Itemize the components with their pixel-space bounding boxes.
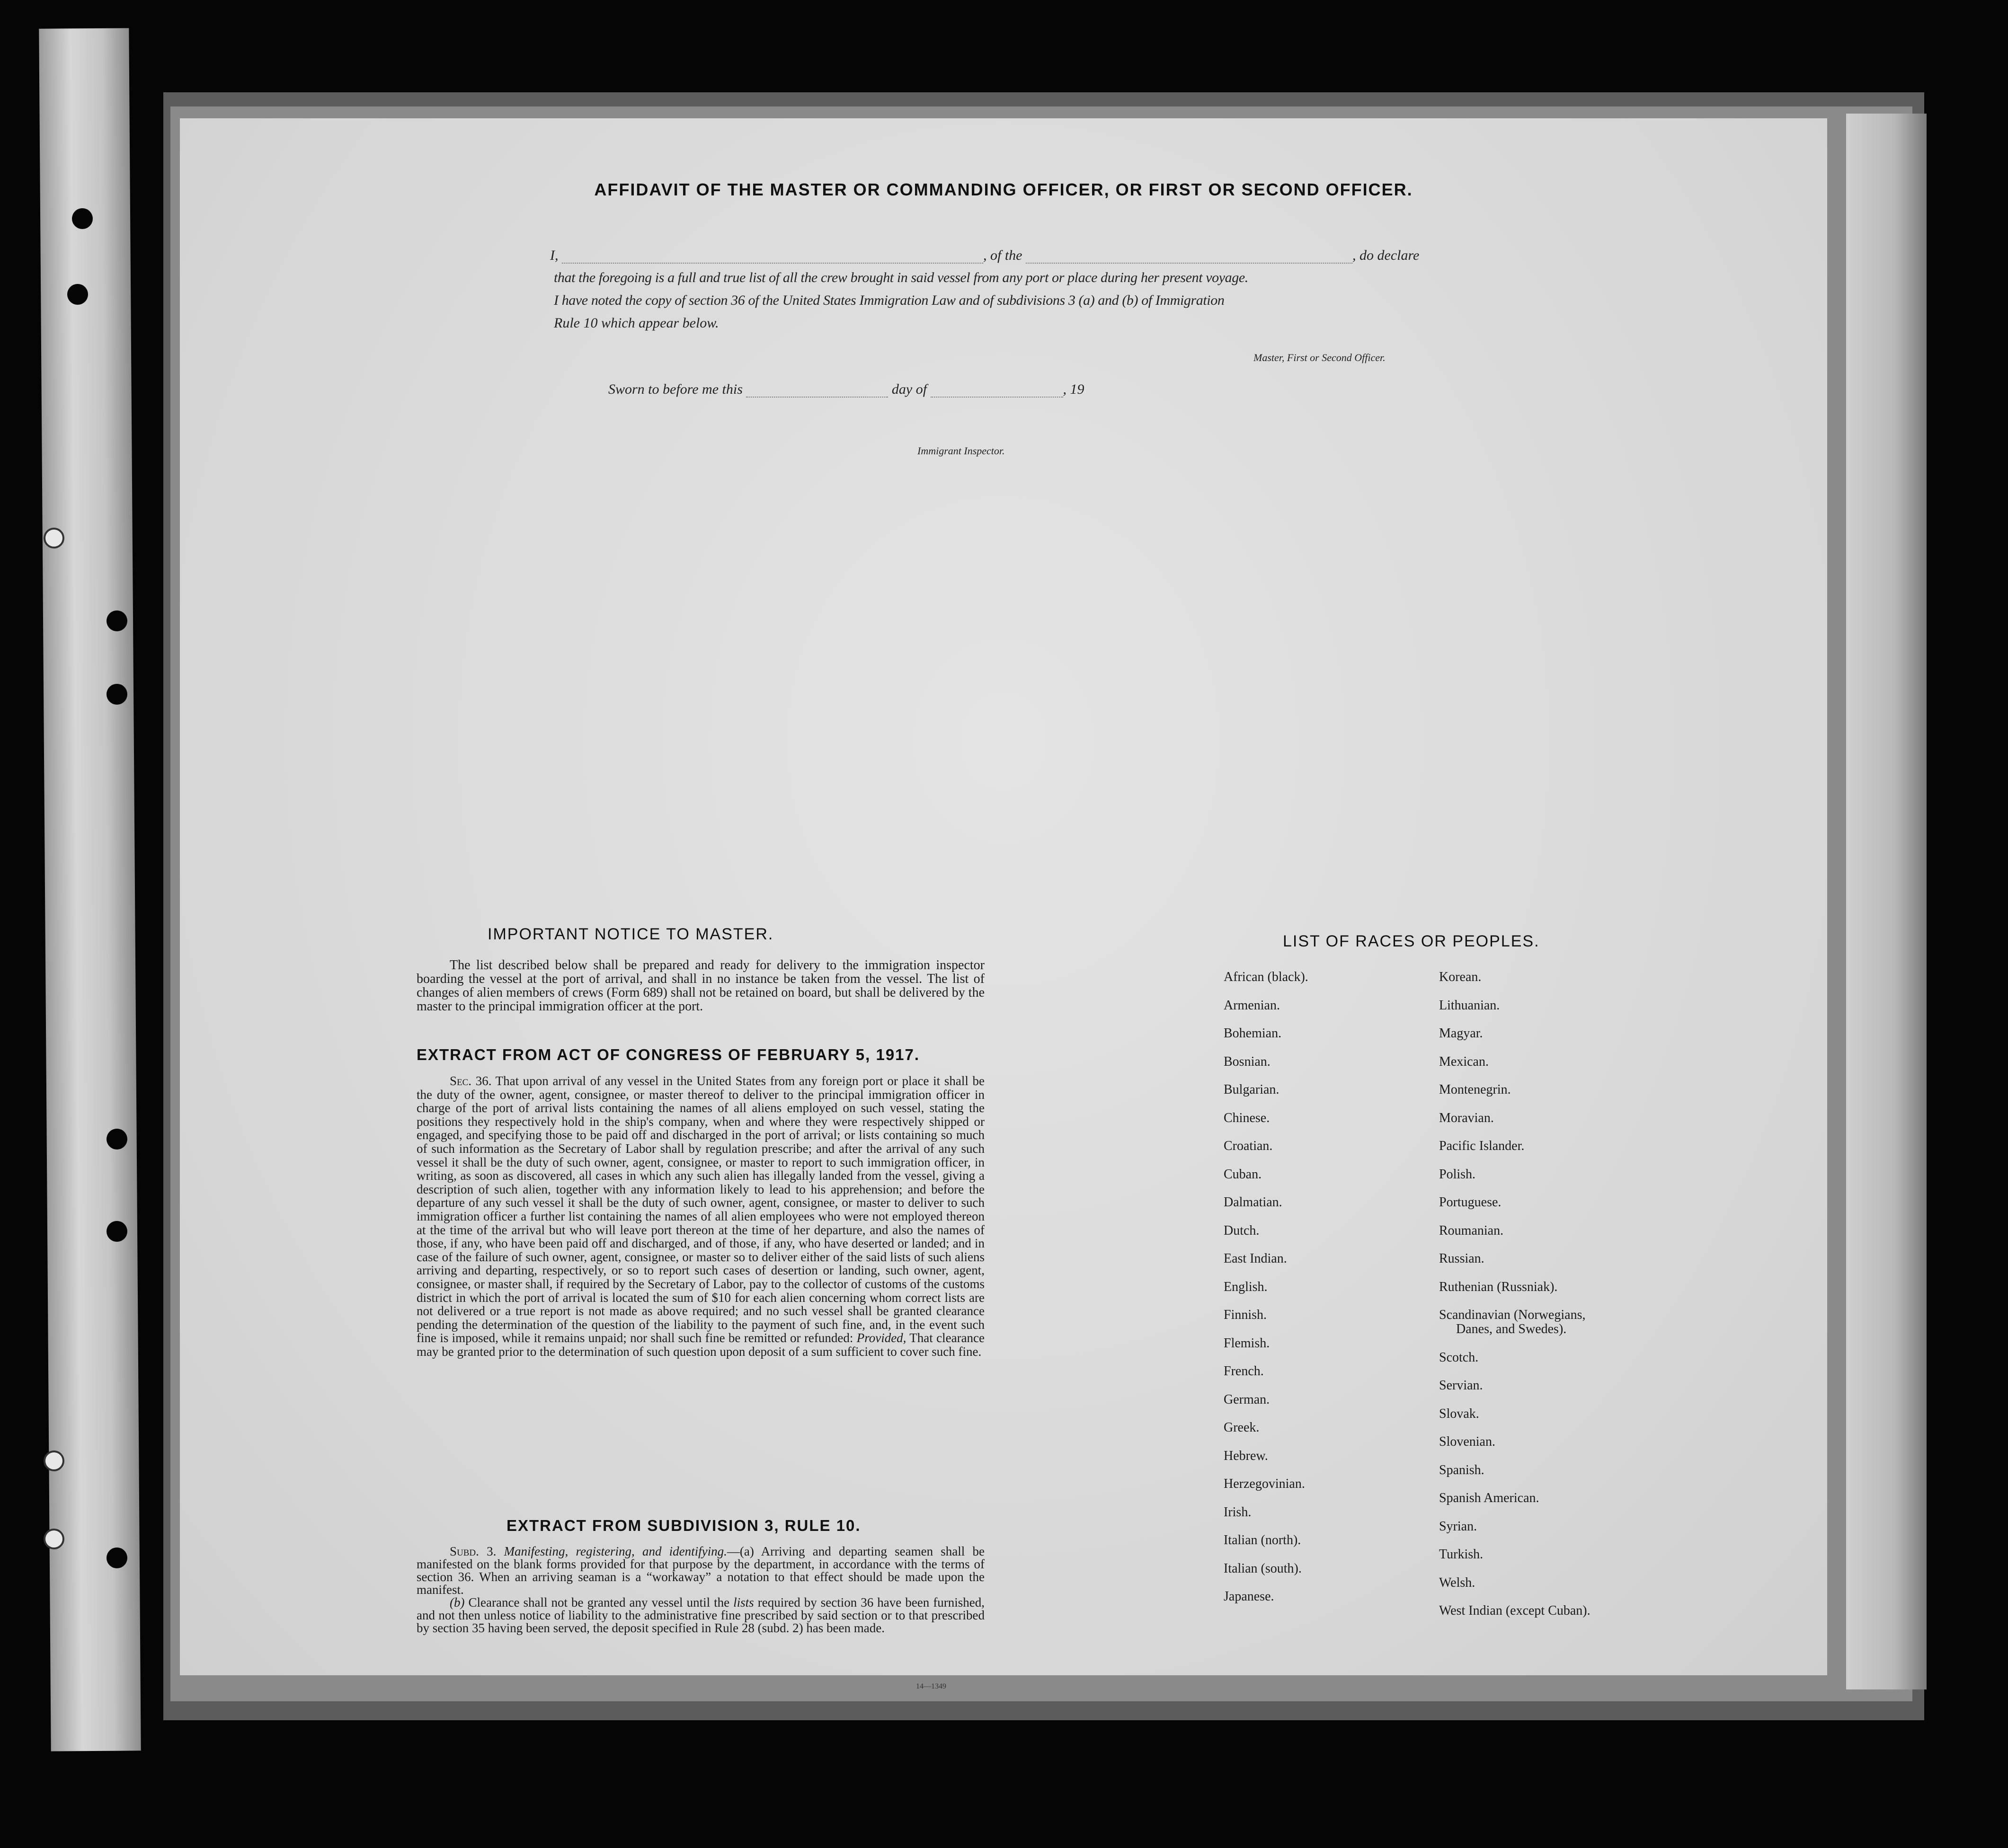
race-item: Russian. — [1439, 1251, 1484, 1266]
sworn-prefix: Sworn to before me this — [608, 381, 743, 397]
race-item: Chinese. — [1224, 1110, 1270, 1125]
binder-hole — [107, 1129, 127, 1149]
binder-hole — [107, 610, 127, 631]
declaration-line-4: Rule 10 which appear below. — [554, 315, 719, 331]
binder-hole — [44, 528, 64, 548]
extract-rule-title: EXTRACT FROM SUBDIVISION 3, RULE 10. — [506, 1517, 861, 1534]
race-item: Croatian. — [1224, 1139, 1273, 1153]
race-item: Magyar. — [1439, 1026, 1483, 1041]
paragraph-b — [417, 1596, 985, 1635]
race-item: Irish. — [1224, 1504, 1252, 1520]
paragraph-a — [417, 1545, 985, 1596]
paragraph-b-lists: lists — [733, 1595, 754, 1609]
subd-label: Subd. 3. — [450, 1544, 497, 1558]
paragraph-a-text: —(a) Arriving and departing seamen shall be manifested on the blank forms provided for that purpose by the department, in accordance with the terms of section 36. When an arriving seaman is a “workaway” a notation to that effect should be made upon the manifest. — [417, 1544, 985, 1597]
race-item: Armenian. — [1224, 998, 1280, 1013]
declaration-line-2: that the foregoing is a full and true list of all the crew brought in said vessel from any port or place during her present voyage. — [554, 270, 1248, 285]
race-item: East Indian. — [1224, 1251, 1287, 1266]
race-item: Dutch. — [1224, 1223, 1260, 1238]
paragraph-b-post: required by section 36 have been furnished, and not then unless notice of liability to the administrative fine prescribed by said section or to that prescribed by section 35 having been served, the deposit specified in Rule 28 (subd. 2) has been made. — [417, 1595, 985, 1635]
race-item: Pacific Islander. — [1439, 1139, 1525, 1153]
race-item: Scotch. — [1439, 1350, 1479, 1365]
race-item: Portuguese. — [1439, 1195, 1502, 1210]
binder-hole — [107, 1221, 127, 1242]
race-item: Bosnian. — [1224, 1054, 1271, 1069]
declaration-line-1 — [550, 248, 1419, 264]
inspector-label: Immigrant Inspector. — [917, 445, 1005, 457]
binder-hole — [67, 284, 88, 305]
extract-act-title: EXTRACT FROM ACT OF CONGRESS OF FEBRUARY 5, 1917. — [417, 1046, 920, 1063]
race-item: Welsh. — [1439, 1575, 1475, 1590]
binder-hole — [44, 1529, 64, 1549]
race-item: Syrian. — [1439, 1519, 1477, 1534]
race-item: Korean. — [1439, 970, 1482, 984]
race-item: Slovenian. — [1439, 1434, 1495, 1449]
section-label: Sec. 36. — [450, 1074, 492, 1088]
extract-act-body — [417, 1074, 985, 1358]
race-item: Servian. — [1439, 1378, 1483, 1393]
section-36-text: That upon arrival of any vessel in the United States from any foreign port or place it shall be the duty of the owner, agent, consignee, or master thereof to deliver to the principal immigration officer in charge of the port of arrival lists containing the names of all aliens employed on such vessel, stating the positions they respectively hold in the ship's company, when and where they were respectively shipped or engaged, and specifying those to be paid off and discharged in the port of arrival; or lists containing so much of such information as the Secretary of Labor shall by regulation prescribe; and after the arrival of any such vessel it shall be the duty of such owner, agent, consignee, or master to report to such immigration officer, in writing, as soon as discovered, all cases in which any such alien has illegally landed from the vessel, giving a description of such alien, together with any information likely to lead to his apprehension; and before the departure of any such vessel it shall be the duty of such owner, agent, consignee, or master to deliver to such immigration officer a further list containing the names of all alien employees who were not employed thereon at the time of the arrival but who will leave port thereon at the time of her departure, and also the names of those, if any, who have been paid off and discharged, and of those, if any, who have deserted or landed; and in case of the failure of such owner, agent, consignee, or master so to deliver either of the said lists of such aliens arriving and departing, respectively, or so to report such cases of desertion or landing, such owner, agent, consignee, or master shall, if required by the Secretary of Labor, pay to the collector of customs of the customs district in which the port of arrival is located the sum of $10 for each alien concerning whom correct lists are not delivered or a true report is not made as above required; and no such vessel shall be granted clearance pending the determination of the question of the liability to the payment of such fine, and, in the event such fine is imposed, while it remains unpaid; nor shall such fine be remitted or refunded: — [417, 1074, 985, 1345]
declarant-name-field[interactable] — [562, 263, 983, 264]
race-item: Moravian. — [1439, 1110, 1494, 1125]
race-item: Japanese. — [1224, 1589, 1274, 1604]
races-title: LIST OF RACES OR PEOPLES. — [1283, 932, 1540, 950]
races-left-column — [1224, 970, 1308, 1618]
race-item: Danes, and Swedes). — [1456, 1322, 1567, 1336]
races-right-column — [1439, 970, 1590, 1632]
race-item: Hebrew. — [1224, 1448, 1268, 1463]
provided-label: Provided, — [856, 1331, 906, 1345]
race-item: Finnish. — [1224, 1308, 1267, 1322]
race-item: Lithuanian. — [1439, 998, 1500, 1013]
race-item: Mexican. — [1439, 1054, 1489, 1069]
vessel-name-field[interactable] — [1026, 263, 1352, 264]
provided-text: That clearance may be granted prior to the determination of such question upon deposit of a sum sufficient to cover such fine. — [417, 1331, 985, 1359]
binder-hole — [72, 208, 93, 229]
race-item: Turkish. — [1439, 1547, 1484, 1562]
race-item: German. — [1224, 1392, 1270, 1407]
race-item: Cuban. — [1224, 1167, 1262, 1182]
binder-hole — [107, 1547, 127, 1568]
year-prefix-text: , 19 — [1063, 381, 1084, 397]
race-item: Dalmatian. — [1224, 1195, 1282, 1210]
race-item: Italian (north). — [1224, 1533, 1301, 1547]
race-item: Greek. — [1224, 1420, 1260, 1435]
paragraph-b-label: (b) — [450, 1595, 465, 1609]
notice-title: IMPORTANT NOTICE TO MASTER. — [488, 925, 774, 943]
extract-rule-body — [417, 1545, 985, 1635]
affidavit-title: AFFIDAVIT OF THE MASTER OR COMMANDING OFFICER, OR FIRST OR SECOND OFFICER. — [594, 180, 1413, 199]
race-item: Bulgarian. — [1224, 1082, 1279, 1097]
document-page — [180, 118, 1827, 1690]
race-item: Roumanian. — [1439, 1223, 1504, 1238]
form-number: 14—1349 — [916, 1682, 946, 1690]
race-item: Italian (south). — [1224, 1561, 1302, 1576]
race-item: West Indian (except Cuban). — [1439, 1603, 1590, 1618]
race-item: Slovak. — [1439, 1406, 1479, 1421]
declarant-prefix: I, — [550, 248, 559, 263]
race-item: Spanish American. — [1439, 1491, 1539, 1505]
sworn-month-field[interactable] — [931, 397, 1063, 398]
paragraph-b-pre: Clearance shall not be granted any vessel until the — [468, 1595, 730, 1609]
binder-strip — [39, 28, 141, 1751]
of-the-text: , of the — [983, 248, 1022, 263]
race-item: Flemish. — [1224, 1335, 1270, 1351]
declaration-line-3: I have noted the copy of section 36 of the United States Immigration Law and of subdivisions 3 (a) and (b) of Immigration — [554, 292, 1225, 308]
binder-hole — [107, 684, 127, 705]
day-of-text: day of — [891, 381, 927, 397]
race-item: Ruthenian (Russniak). — [1439, 1279, 1558, 1294]
binder-hole — [44, 1450, 64, 1471]
sworn-line — [608, 381, 1084, 398]
race-item: African (black). — [1224, 970, 1308, 984]
race-item: Herzegovinian. — [1224, 1477, 1305, 1491]
right-edge-strip — [1846, 114, 1927, 1689]
notice-body: The list described below shall be prepared and ready for delivery to the immigration inspector boarding the vessel at the port of arrival, and shall in no instance be taken from the vessel. The list of changes of alien members of crews (Form 689) shall not be retained on board, but shall be delivered by the master to the principal immigration officer at the port. — [417, 958, 985, 1014]
race-item: Bohemian. — [1224, 1026, 1282, 1041]
subd-heading: Manifesting, registering, and identifying. — [504, 1544, 727, 1558]
race-item: Spanish. — [1439, 1462, 1484, 1477]
do-declare-text: , do declare — [1352, 248, 1420, 263]
race-item: Polish. — [1439, 1167, 1476, 1182]
race-item: Montenegrin. — [1439, 1082, 1511, 1097]
sworn-day-field[interactable] — [746, 397, 888, 398]
signature-label: Master, First or Second Officer. — [1253, 352, 1386, 363]
race-item: French. — [1224, 1364, 1264, 1379]
race-item: English. — [1224, 1279, 1268, 1294]
race-item: Scandinavian (Norwegians, — [1439, 1308, 1586, 1322]
